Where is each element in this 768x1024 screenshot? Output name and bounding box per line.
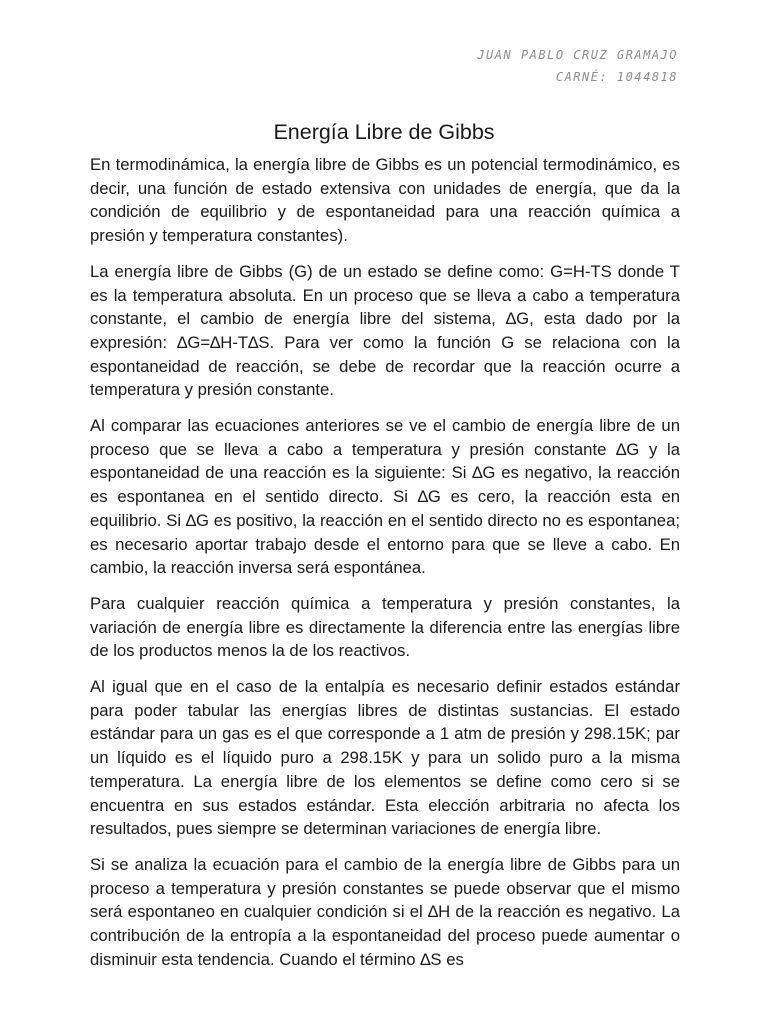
paragraph-3: Al comparar las ecuaciones anteriores se ve el cambio de energía libre de un proceso que se lleva a cabo a temperatura y presión constante ∆G y la espontaneidad de una reacción es la siguiente: Si ∆G es negativo, la reacción es espontanea en el sentido directo. Si ∆G es cero, la reacción esta en equilibrio. Si ∆G es positivo, la reacción en el sentido directo no es espontanea; es necesario aportar trabajo desde el entorno para que se lleve a cabo. En cambio, la reacción inversa será espontánea. xyxy=(90,416,680,578)
document-body xyxy=(90,153,680,984)
author-block xyxy=(477,44,678,88)
document-title: Energía Libre de Gibbs xyxy=(273,120,495,144)
author-name: JUAN PABLO CRUZ GRAMAJO xyxy=(477,48,678,62)
paragraph-4: Para cualquier reacción química a temperatura y presión constantes, la variación de energía libre es directamente la diferencia entre las energías libre de los productos menos la de los reactivos. xyxy=(90,593,680,661)
paragraph-5: Al igual que en el caso de la entalpía es necesario definir estados estándar para poder tabular las energías libres de distintas sustancias. El estado estándar para un gas es el que corresponde a 1 atm de presión y 298.15K; par un líquido es el líquido puro a 298.15K y para un solido puro a la misma temperatura. La energía libre de los elementos se define como cero si se encuentra en sus estados estándar. Esta elección arbitraria no afecta los resultados, pues siempre se determinan variaciones de energía libre. xyxy=(90,677,680,839)
author-id: CARNÉ: 1044818 xyxy=(555,70,678,84)
paragraph-1: En termodinámica, la energía libre de Gibbs es un potencial termodinámico, es decir, una función de estado extensiva con unidades de energía, que da la condición de equilibrio y de espontaneidad para una reacción química a presión y temperatura constantes). xyxy=(90,155,680,246)
paragraph-2: La energía libre de Gibbs (G) de un estado se define como: G=H-TS donde T es la temperatura absoluta. En un proceso que se lleva a cabo a temperatura constante, el cambio de energía libre del sistema, ∆G, esta dado por la expresión: ∆G=∆H-T∆S. Para ver como la función G se relaciona con la espontaneidad de reacción, se debe de recordar que la reacción ocurre a temperatura y presión constante. xyxy=(90,261,680,400)
paragraph-6: Si se analiza la ecuación para el cambio de la energía libre de Gibbs para un proceso a temperatura y presión constantes se puede observar que el mismo será espontaneo en cualquier condición si el ∆H de la reacción es negativo. La contribución de la entropía a la espontaneidad del proceso puede aumentar o disminuir esta tendencia. Cuando el término ∆S es xyxy=(90,854,680,969)
